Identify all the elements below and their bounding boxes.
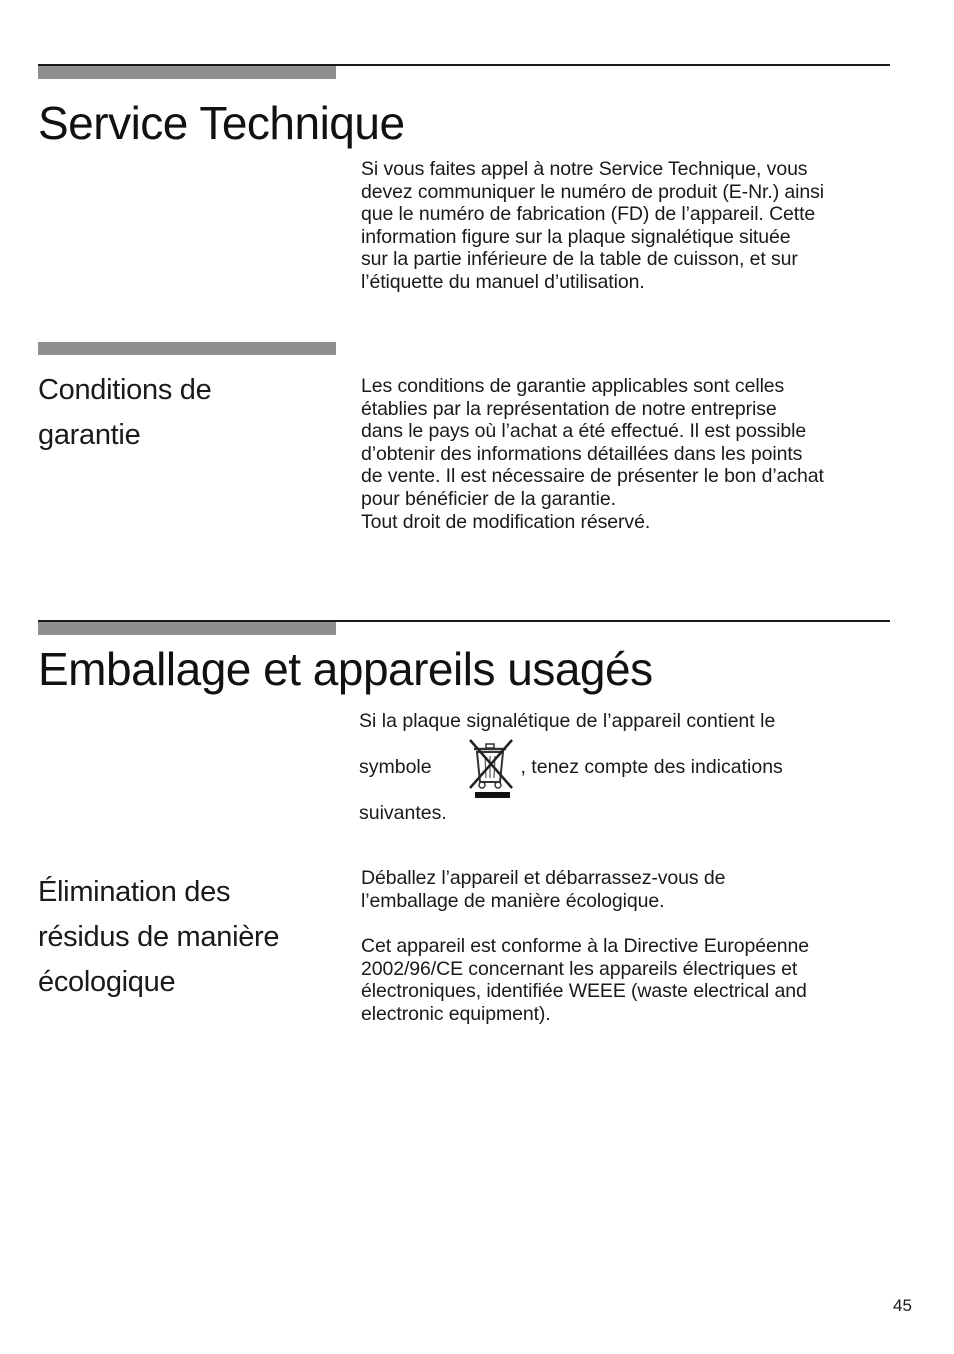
- intro-before-symbol: symbole: [359, 756, 432, 778]
- warranty-paragraph: Les conditions de garantie applicables sont celles établies par la représentation de notre entreprise dans le pays où l’achat a été effectué. Il est possible d’obtenir des informations détaillées dans les points de vente. Il est nécessaire de présenter le bon d’achat pour bénéficier de la garantie. Tout droit de modification réservé.: [361, 375, 824, 533]
- crossed-out-wheelie-bin-icon: [466, 734, 516, 800]
- intro-after-symbol: , tenez compte des indications: [520, 756, 783, 778]
- section-rule-bar: [38, 66, 336, 79]
- section-heading-service: Service Technique: [38, 97, 405, 149]
- section-rule-bar: [38, 622, 336, 635]
- page-number: 45: [893, 1296, 912, 1315]
- intro-line-1: Si la plaque signalétique de l’appareil contient le: [359, 710, 776, 732]
- service-paragraph: Si vous faites appel à notre Service Technique, vous devez communiquer le numéro de produit (E-Nr.) ainsi que le numéro de fabrication (FD) de l’appareil. Cette information figure sur la plaque signalétique située sur la partie inférieure de la table de cuisson, et sur l’étiquette du manuel d’utilisation.: [361, 158, 825, 293]
- intro-line-2: [359, 756, 899, 778]
- intro-line-3: suivantes.: [359, 802, 447, 824]
- warranty-title: Conditions de garantie: [38, 374, 212, 451]
- subsection-rule-bar: [38, 342, 336, 355]
- disposal-paragraph-2: Cet appareil est conforme à la Directive Européenne 2002/96/CE concernant les appareils électriques et électroniques, identifiée WEEE (waste electrical and electronic equipment).: [361, 935, 809, 1025]
- disposal-title: Élimination des résidus de manière écologique: [38, 876, 280, 998]
- section-heading-packaging: Emballage et appareils usagés: [38, 643, 653, 695]
- disposal-paragraph-1: Déballez l’appareil et débarrassez-vous de l’emballage de manière écologique.: [361, 867, 726, 912]
